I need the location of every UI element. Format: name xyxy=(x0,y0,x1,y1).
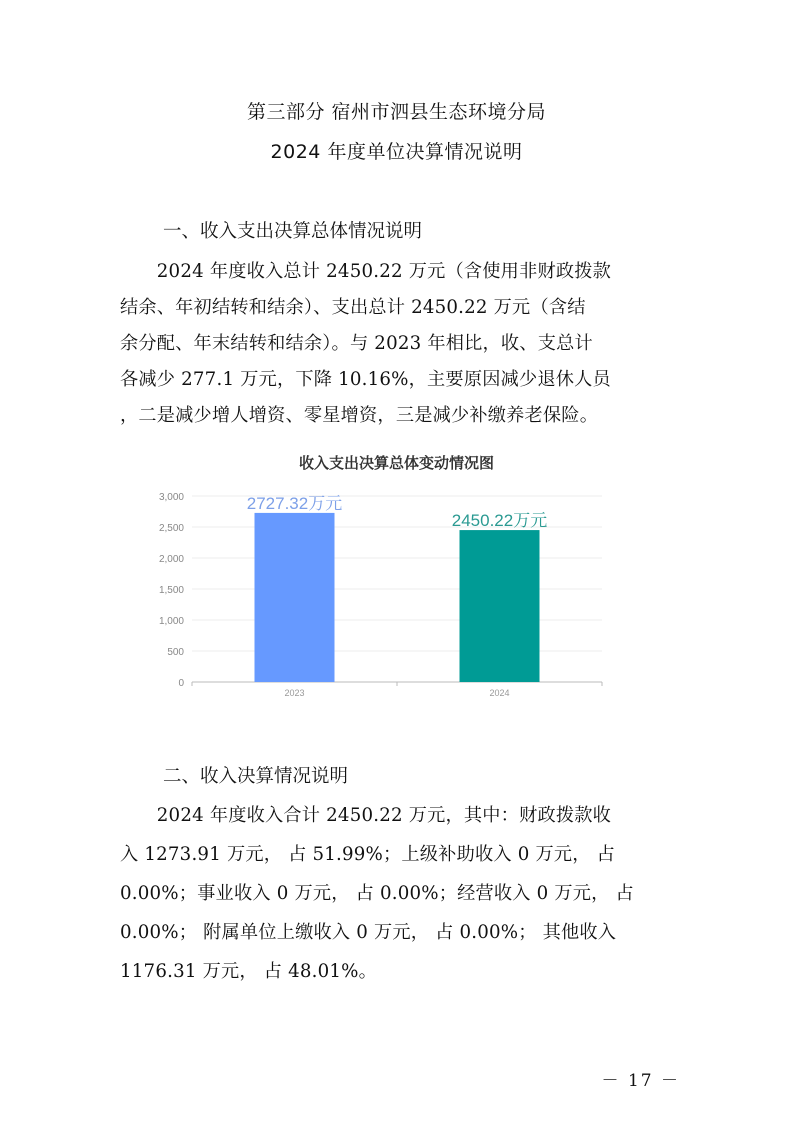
section1-line: 余分配、年末结转和结余）。与 2023 年相比，收、支总计 xyxy=(120,333,593,354)
document-subtitle: 2024 年度单位决算情况说明 xyxy=(270,141,523,163)
data-label: 2727.32万元 xyxy=(246,493,343,513)
y-tick-label: 2,000 xyxy=(158,554,184,565)
section1-line: 结余、年初结转和结余）、支出总计 2450.22 万元（含结 xyxy=(120,297,586,318)
y-tick-label: 1,500 xyxy=(158,585,184,596)
section2-line: 入 1273.91 万元， 占 51.99%；上级补助收入 0 万元， 占 xyxy=(120,844,615,865)
y-tick-label: 500 xyxy=(167,647,184,658)
x-tick-label: 2024 xyxy=(489,688,510,698)
section1-line: 各减少 277.1 万元，下降 10.16%，主要原因减少退休人员 xyxy=(120,369,611,390)
bar-chart xyxy=(140,446,620,708)
data-label: 2450.22万元 xyxy=(451,511,548,531)
x-tick-label: 2023 xyxy=(284,688,305,698)
section2-line: 2024 年度收入合计 2450.22 万元，其中：财政拨款收 xyxy=(120,805,612,826)
section2-heading: 二、收入决算情况说明 xyxy=(163,766,349,787)
bar-2024 xyxy=(460,530,540,682)
y-tick-label: 0 xyxy=(178,678,184,689)
section1-line: 2024 年度收入总计 2450.22 万元（含使用非财政拨款 xyxy=(120,261,612,282)
section2-line: 0.00%； 附属单位上缴收入 0 万元， 占 0.00%； 其他收入 xyxy=(120,922,617,943)
bar-2023 xyxy=(255,513,335,682)
y-tick-label: 1,000 xyxy=(158,616,184,627)
section2-line: 1176.31 万元， 占 48.01%。 xyxy=(120,961,378,982)
section1-line: ，二是减少增人增资、零星增资，三是减少补缴养老保险。 xyxy=(120,405,599,426)
document-title: 第三部分 宿州市泗县生态环境分局 xyxy=(246,101,547,123)
section2-line: 0.00%；事业收入 0 万元， 占 0.00%；经营收入 0 万元， 占 xyxy=(120,883,634,904)
section1-heading: 一、收入支出决算总体情况说明 xyxy=(163,221,423,242)
y-tick-label: 2,500 xyxy=(158,523,184,534)
chart-title: 收入支出决算总体变动情况图 xyxy=(298,454,494,472)
page-number: － 17 － xyxy=(601,1071,680,1091)
y-tick-label: 3,000 xyxy=(158,492,184,503)
